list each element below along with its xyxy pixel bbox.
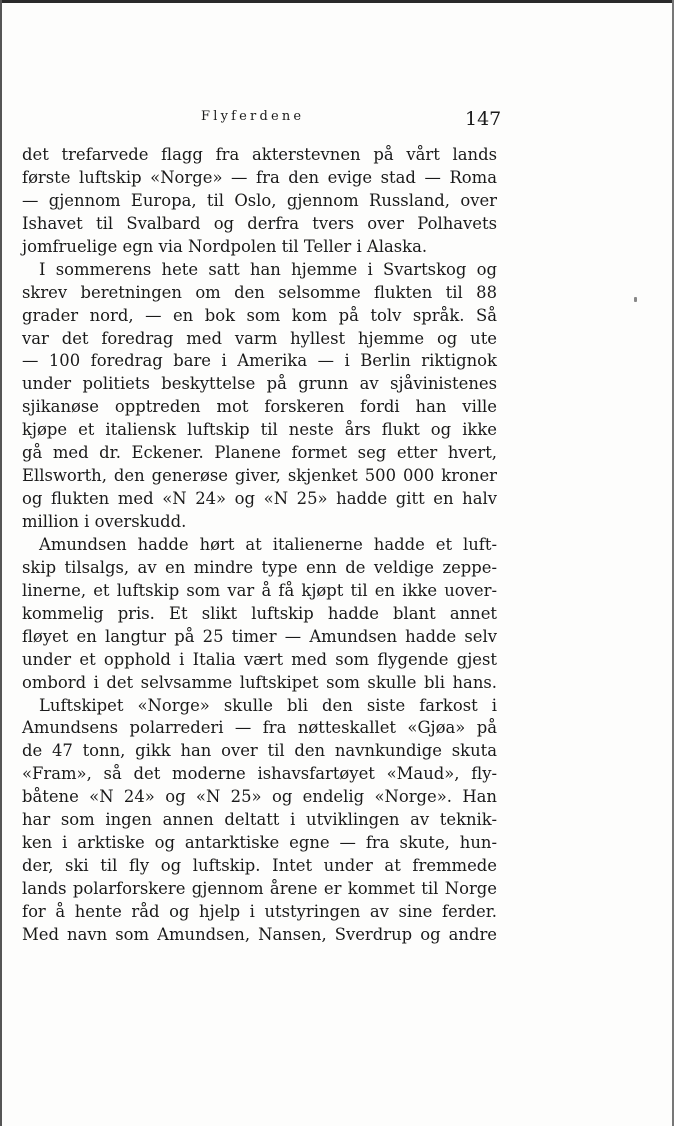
text-line: grader nord, — en bok som kom på tolv språk. Så — [22, 305, 497, 325]
text-line: de 47 tonn, gikk han over til den navnkundige skuta — [22, 741, 497, 761]
text-line: kommelig pris. Et slikt luftskip hadde blant annet — [22, 603, 497, 623]
paragraph-start-line: Amundsen hadde hørt at italienerne hadde et luft- — [39, 534, 497, 554]
page-left-edge — [0, 0, 2, 1126]
text-line: sjikanøse opptreden mot forskeren fordi han ville — [22, 397, 497, 417]
page-top-edge — [0, 0, 674, 3]
text-line: ken i arktiske og antarktiske egne — fra skute, hun- — [22, 833, 497, 853]
text-line: der, ski til fly og luftskip. Intet under at fremmede — [22, 856, 497, 876]
text-line: det trefarvede flagg fra akterstevnen på vårt lands — [22, 145, 497, 164]
text-line: ombord i det selvsamme luftskipet som skulle bli hans. — [22, 672, 497, 692]
text-line: million i overskudd. — [22, 512, 187, 531]
text-line: har som ingen annen deltatt i utviklingen av teknik- — [22, 810, 497, 830]
text-line: under politiets beskyttelse på grunn av sjåvinistenes — [22, 374, 497, 394]
text-line: Ellsworth, den generøse giver, skjenket 500 000 kroner — [22, 466, 497, 486]
paragraph-start-line: Luftskipet «Norge» skulle bli den siste farkost i — [39, 695, 497, 715]
text-line: under et opphold i Italia vært med som flygende gjest — [22, 649, 497, 669]
text-line: Ishavet til Svalbard og derfra tvers over Polhavets — [22, 213, 497, 233]
text-line: var det foredrag med varm hyllest hjemme og ute — [22, 328, 497, 348]
text-line: lands polarforskere gjennom årene er kommet til Norge — [22, 879, 497, 898]
text-line: fløyet en langtur på 25 timer — Amundsen hadde selv — [22, 626, 497, 646]
text-line: gå med dr. Eckener. Planene formet seg etter hvert, — [22, 443, 497, 463]
text-line: kjøpe et italiensk luftskip til neste års flukt og ikke — [22, 420, 497, 440]
text-line: jomfruelige egn via Nordpolen til Teller i Alaska. — [22, 236, 428, 256]
text-line: og flukten med «N 24» og «N 25» hadde gitt en halv — [22, 489, 497, 509]
text-line: «Fram», så det moderne ishavsfartøyet «Maud», fly- — [22, 764, 497, 784]
text-line: Amundsens polarrederi — fra nøtteskallet «Gjøa» på — [22, 718, 497, 738]
ink-speck — [634, 297, 637, 302]
text-line: båtene «N 24» og «N 25» og endelig «Norge». Han — [22, 787, 497, 807]
text-line: skip tilsalgs, av en mindre type enn de veldige zeppe- — [22, 557, 497, 577]
body-text — [22, 144, 497, 947]
page-number: 147 — [465, 108, 502, 130]
running-title: Flyferdene — [201, 109, 305, 124]
text-line: for å hente råd og hjelp i utstyringen av sine ferder. — [22, 901, 497, 921]
text-line: Med navn som Amundsen, Nansen, Sverdrup og andre — [22, 924, 497, 944]
text-line: linerne, et luftskip som var å få kjøpt til en ikke uover- — [22, 580, 497, 600]
text-line: første luftskip «Norge» — fra den evige stad — Roma — [22, 167, 497, 187]
text-line: — gjennom Europa, til Oslo, gjennom Russland, over — [22, 190, 497, 210]
paragraph-start-line: I sommerens hete satt han hjemme i Svartskog og — [39, 259, 497, 279]
text-line: — 100 foredrag bare i Amerika — i Berlin riktignok — [22, 351, 497, 371]
text-line: skrev beretningen om den selsomme flukten til 88 — [22, 282, 497, 302]
